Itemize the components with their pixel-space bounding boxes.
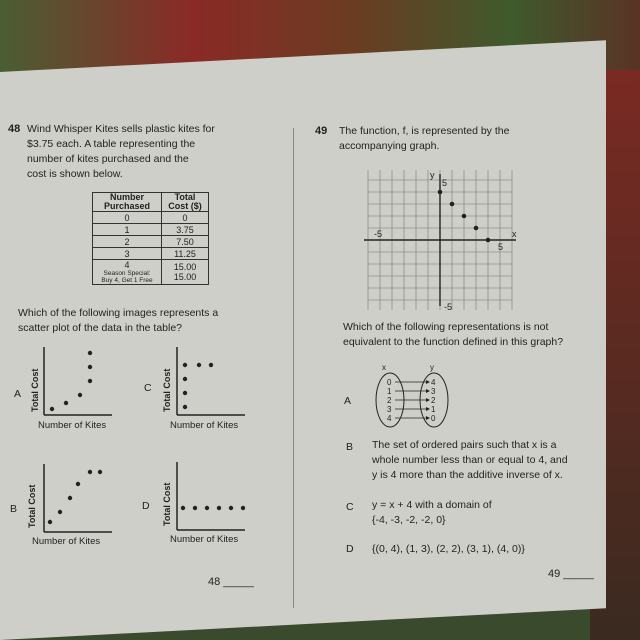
option-d-points <box>181 506 245 510</box>
choice-c-line-2: {-4, -3, -2, -2, 0} <box>372 514 446 526</box>
column-divider <box>293 128 294 608</box>
scatter-point <box>209 363 213 367</box>
table-row: 3 11.25 <box>93 248 209 260</box>
scatter-point <box>181 506 185 510</box>
scatter-point <box>88 351 92 355</box>
question-49-prompt <box>343 320 603 350</box>
answer-line-49: 49 _____ <box>548 568 594 580</box>
graph-y-tick-neg5: -5 <box>444 302 453 312</box>
mapping-x-value: 2 <box>387 396 392 405</box>
graph-x-label: x <box>512 229 517 239</box>
q49-prompt-line-2: equivalent to the function defined in this graph? <box>343 336 564 348</box>
season-special-label: Season Special: <box>103 270 151 277</box>
question-48-prompt <box>18 306 288 336</box>
option-b-letter: B <box>10 503 18 515</box>
scatter-point <box>68 496 72 500</box>
scatter-point <box>98 470 102 474</box>
scatter-point <box>183 405 187 409</box>
mapping-y-value: 2 <box>431 396 436 405</box>
scatter-point <box>183 363 187 367</box>
question-48-number: 48 <box>8 123 21 135</box>
table-row: 4 Season Special: Buy 4, Get 1 Free 15.00 15.00 <box>93 260 209 285</box>
option-d-x-label: Number of Kites <box>170 534 239 545</box>
option-a-y-label: Total Cost <box>30 368 40 412</box>
table-row: 1 3.75 <box>93 224 209 236</box>
option-a-points <box>50 351 92 411</box>
mapping-x-value: 3 <box>387 405 392 414</box>
question-49-text <box>339 124 579 154</box>
graph-point <box>474 226 479 231</box>
scatter-point <box>78 393 82 397</box>
q49-prompt-line-1: Which of the following representations is not <box>343 321 549 333</box>
option-c-x-label: Number of Kites <box>170 420 239 431</box>
mapping-y-value: 3 <box>431 387 436 396</box>
mapping-y-label: y <box>430 363 434 372</box>
q48-line-2: $3.75 each. A table representing the <box>27 138 196 150</box>
table-header-number: Number Purchased <box>93 193 162 212</box>
graph-point <box>486 238 491 243</box>
option-b-y-label: Total Cost <box>27 484 37 528</box>
choice-c-text <box>372 498 592 528</box>
arrow-head <box>426 398 430 402</box>
choice-d-text: {(0, 4), (1, 3), (2, 2), (3, 1), (4, 0)} <box>372 543 525 555</box>
choice-c-letter: C <box>346 501 354 513</box>
choice-c-line-1: y = x + 4 with a domain of <box>372 499 492 511</box>
scatter-point <box>58 510 62 514</box>
option-c-scatter-plot <box>175 345 247 417</box>
option-d-y-label: Total Cost <box>162 482 172 526</box>
option-a-x-label: Number of Kites <box>38 420 107 431</box>
arrow-head <box>426 416 430 420</box>
choice-d-letter: D <box>346 543 354 555</box>
mapping-y-value: 4 <box>431 378 436 387</box>
mapping-x-value: 4 <box>387 414 392 423</box>
table-header-cost: Total Cost ($) <box>162 193 209 212</box>
kites-cost-table <box>92 192 209 285</box>
scatter-point <box>48 520 52 524</box>
scatter-point <box>88 379 92 383</box>
graph-point <box>438 190 443 195</box>
scatter-point <box>197 363 201 367</box>
special-value: 15.00 <box>173 272 197 282</box>
choice-b-letter: B <box>346 441 354 453</box>
question-49-number: 49 <box>315 125 328 137</box>
option-b-points <box>48 470 102 524</box>
scatter-point <box>241 506 245 510</box>
choice-b-line-3: y is 4 more than the additive inverse of x. <box>372 469 563 481</box>
mapping-y-value: 0 <box>431 414 436 423</box>
option-d-scatter-plot <box>175 460 247 532</box>
scatter-point <box>64 401 68 405</box>
scatter-point <box>205 506 209 510</box>
graph-y-tick-5: 5 <box>442 178 448 188</box>
scatter-point <box>88 470 92 474</box>
option-b-x-label: Number of Kites <box>32 536 101 547</box>
option-c-y-label: Total Cost <box>162 368 172 412</box>
graph-point <box>450 202 455 207</box>
mapping-diagram <box>362 362 472 432</box>
mapping-x-value: 0 <box>387 378 392 387</box>
graph-y-label: y <box>430 170 435 180</box>
mapping-y-value: 1 <box>431 405 436 414</box>
option-b-scatter-plot <box>42 462 114 534</box>
graph-x-tick-neg5: -5 <box>374 229 383 239</box>
scatter-point <box>183 377 187 381</box>
q48-line-4: cost is shown below. <box>27 168 123 180</box>
option-c-points <box>183 363 213 409</box>
arrow-head <box>426 407 430 411</box>
scatter-point <box>76 482 80 486</box>
choice-b-text <box>372 438 612 483</box>
choice-b-line-2: whole number less than or equal to 4, and <box>372 454 568 466</box>
q48-line-3: number of kites purchased and the <box>27 153 189 165</box>
answer-line-48: 48 _____ <box>208 576 254 588</box>
q48-prompt-line-1: Which of the following images represents a <box>18 307 219 319</box>
q48-line-1: Wind Whisper Kites sells plastic kites for <box>27 123 215 135</box>
scatter-point <box>50 407 54 411</box>
arrow-head <box>426 380 430 384</box>
scatter-point <box>229 506 233 510</box>
scatter-point <box>88 365 92 369</box>
scatter-point <box>193 506 197 510</box>
table-row: 2 7.50 <box>93 236 209 248</box>
choice-b-line-1: The set of ordered pairs such that x is a <box>372 439 557 451</box>
q49-line-2: accompanying graph. <box>339 140 440 152</box>
q49-line-1: The function, f, is represented by the <box>339 125 510 137</box>
function-graph <box>365 170 515 310</box>
graph-point <box>462 214 467 219</box>
q48-prompt-line-2: scatter plot of the data in the table? <box>18 322 183 334</box>
buy-4-get-1-label: Buy 4, Get 1 Free <box>101 277 153 284</box>
question-48-text <box>27 122 277 182</box>
graph-x-tick-5: 5 <box>498 242 504 252</box>
table-row: 0 0 <box>93 212 209 224</box>
mapping-x-label: x <box>382 363 386 372</box>
option-a-scatter-plot <box>42 345 112 417</box>
arrow-head <box>426 389 430 393</box>
option-c-letter: C <box>144 382 152 394</box>
choice-a-letter: A <box>344 395 352 407</box>
scatter-point <box>217 506 221 510</box>
mapping-x-value: 1 <box>387 387 392 396</box>
option-d-letter: D <box>142 500 150 512</box>
option-a-letter: A <box>14 388 22 400</box>
scatter-point <box>183 391 187 395</box>
